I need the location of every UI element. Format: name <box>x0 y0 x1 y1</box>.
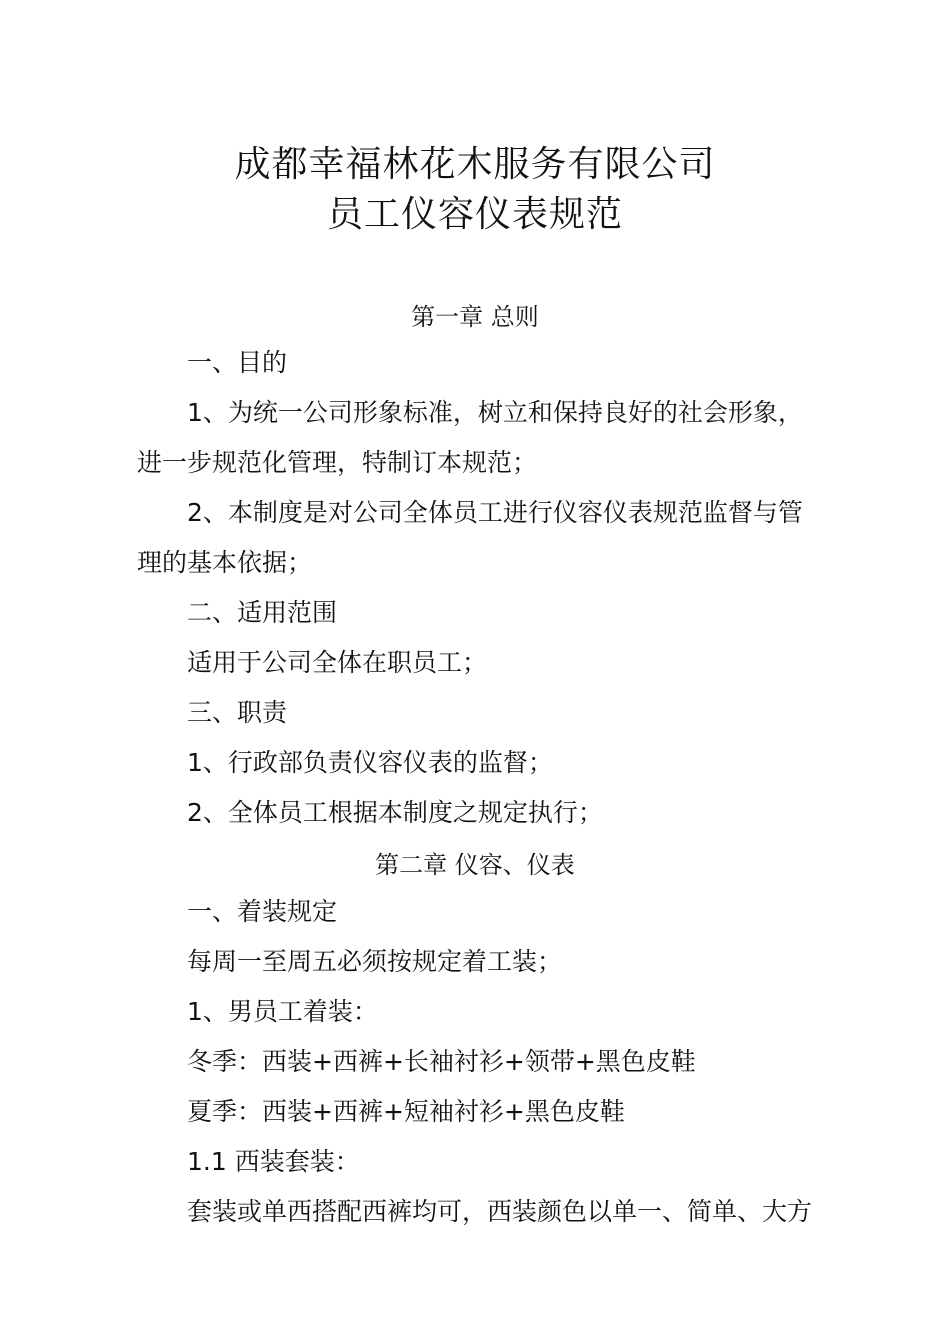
dress-code-text: 每周一至周五必须按规定着工装； <box>187 947 563 976</box>
duties-item-1: 1、行政部负责仪容仪表的监督； <box>187 748 553 777</box>
male-winter-dress: 冬季：西装+西裤+长袖衬衫+领带+黑色皮鞋 <box>187 1047 696 1076</box>
section-dress-code-heading: 一、着装规定 <box>187 897 338 926</box>
male-dress-heading: 1、男员工着装： <box>187 997 378 1026</box>
document-title-company: 成都幸福林花木服务有限公司 <box>234 144 716 185</box>
male-summer-dress: 夏季：西装+西裤+短袖衬衫+黑色皮鞋 <box>187 1097 625 1126</box>
document-title-subject: 员工仪容仪表规范 <box>326 194 623 235</box>
chapter-1-heading: 第一章 总则 <box>411 303 539 331</box>
section-scope-heading: 二、适用范围 <box>187 598 338 627</box>
purpose-item-1-line-2: 进一步规范化管理，特制订本规范； <box>137 448 538 477</box>
duties-item-2: 2、全体员工根据本制度之规定执行； <box>187 798 603 827</box>
chapter-2-heading: 第二章 仪容、仪表 <box>375 851 575 879</box>
purpose-item-2-line-1: 2、本制度是对公司全体员工进行仪容仪表规范监督与管 <box>187 498 803 527</box>
section-purpose-heading: 一、目的 <box>187 348 288 377</box>
section-duties-heading: 三、职责 <box>187 698 288 727</box>
suit-subsection-text: 套装或单西搭配西裤均可，西装颜色以单一、简单、大方 <box>187 1197 813 1226</box>
purpose-item-1-line-1: 1、为统一公司形象标准，树立和保持良好的社会形象， <box>187 398 803 427</box>
purpose-item-2-line-2: 理的基本依据； <box>137 548 313 577</box>
suit-subsection-heading: 1.1 西装套装： <box>187 1147 360 1176</box>
scope-text: 适用于公司全体在职员工； <box>187 648 488 677</box>
